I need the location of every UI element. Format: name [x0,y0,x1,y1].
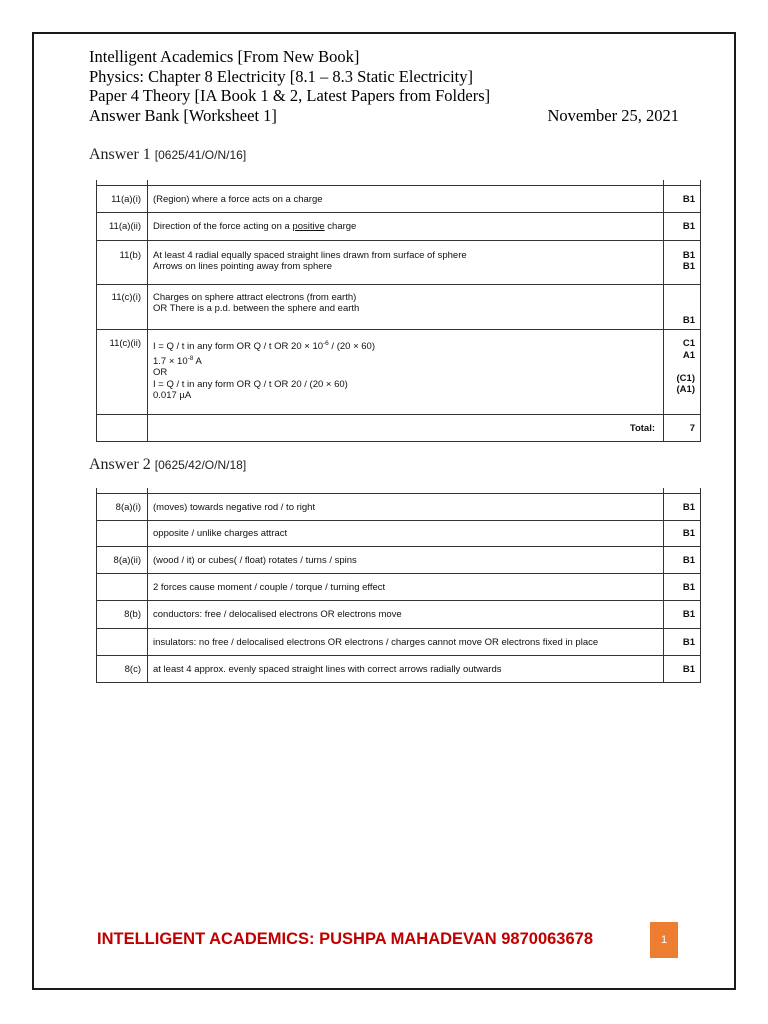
answer-1-title: Answer 1 [0625/41/O/N/16] [89,146,247,163]
table-row: 8(c) at least 4 approx. evenly spaced straight lines with correct arrows radially outwards B1 [97,655,701,682]
document-date: November 25, 2021 [547,105,679,125]
answer-1-table [96,180,701,442]
table-row: 11(c)(i) Charges on sphere attract electrons (from earth) OR There is a p.d. between the sphere and earth B1 [97,284,701,330]
table-row: 11(a)(i) (Region) where a force acts on a charge B1 [97,185,701,212]
table-row: 8(b) conductors: free / delocalised electrons OR electrons move B1 [97,600,701,628]
answer-2-code: [0625/42/O/N/18] [154,458,247,472]
table-row: 8(a)(i) (moves) towards negative rod / to right B1 [97,493,701,520]
header-line-2: Physics: Chapter 8 Electricity [8.1 – 8.3 Static Electricity] [89,66,473,86]
page-number-badge: 1 [650,922,678,958]
total-row [97,415,701,442]
document-header [89,47,689,125]
table-row: 11(a)(ii) Direction of the force acting on a positive charge B1 [97,212,701,240]
total-label: Total: [148,415,664,442]
table-row: 11(c)(ii) I = Q / t in any form OR Q / t OR $20 \times 10^{-6} / (20 \times 60)$ $1.7 \times 10^{-8}$ A OR I = Q / t in any form OR Q / t OR 20 / (20 × 60) 0.017 µA C1 A1 (C1) (A1) [97,330,701,415]
answer-1-code: [0625/41/O/N/16] [154,148,247,162]
table-row: 8(a)(ii) (wood / it) or cubes( / float) rotates / turns / spins B1 [97,546,701,573]
table-row: opposite / unlike charges attract B1 [97,520,701,546]
header-line-4 [89,106,679,126]
table-row: 2 forces cause moment / couple / torque / turning effect B1 [97,573,701,600]
worksheet-title: Answer Bank [Worksheet 1] [89,105,277,125]
answer-2-title: Answer 2 [0625/42/O/N/18] [89,456,247,473]
header-line-3: Paper 4 Theory [IA Book 1 & 2, Latest Papers from Folders] [89,86,491,105]
total-value: 7 [664,415,701,442]
header-line-1: Intelligent Academics [From New Book] [89,47,360,66]
footer-text: INTELLIGENT ACADEMICS: PUSHPA MAHADEVAN 9870063678 [97,930,594,948]
answer-2-table [96,488,701,683]
table-row: insulators: no free / delocalised electrons OR electrons / charges cannot move OR electrons fixed in place B1 [97,628,701,655]
table-row: 11(b) At least 4 radial equally spaced straight lines drawn from surface of sphere Arrows on lines pointing away from sphere B1 B1 [97,240,701,284]
